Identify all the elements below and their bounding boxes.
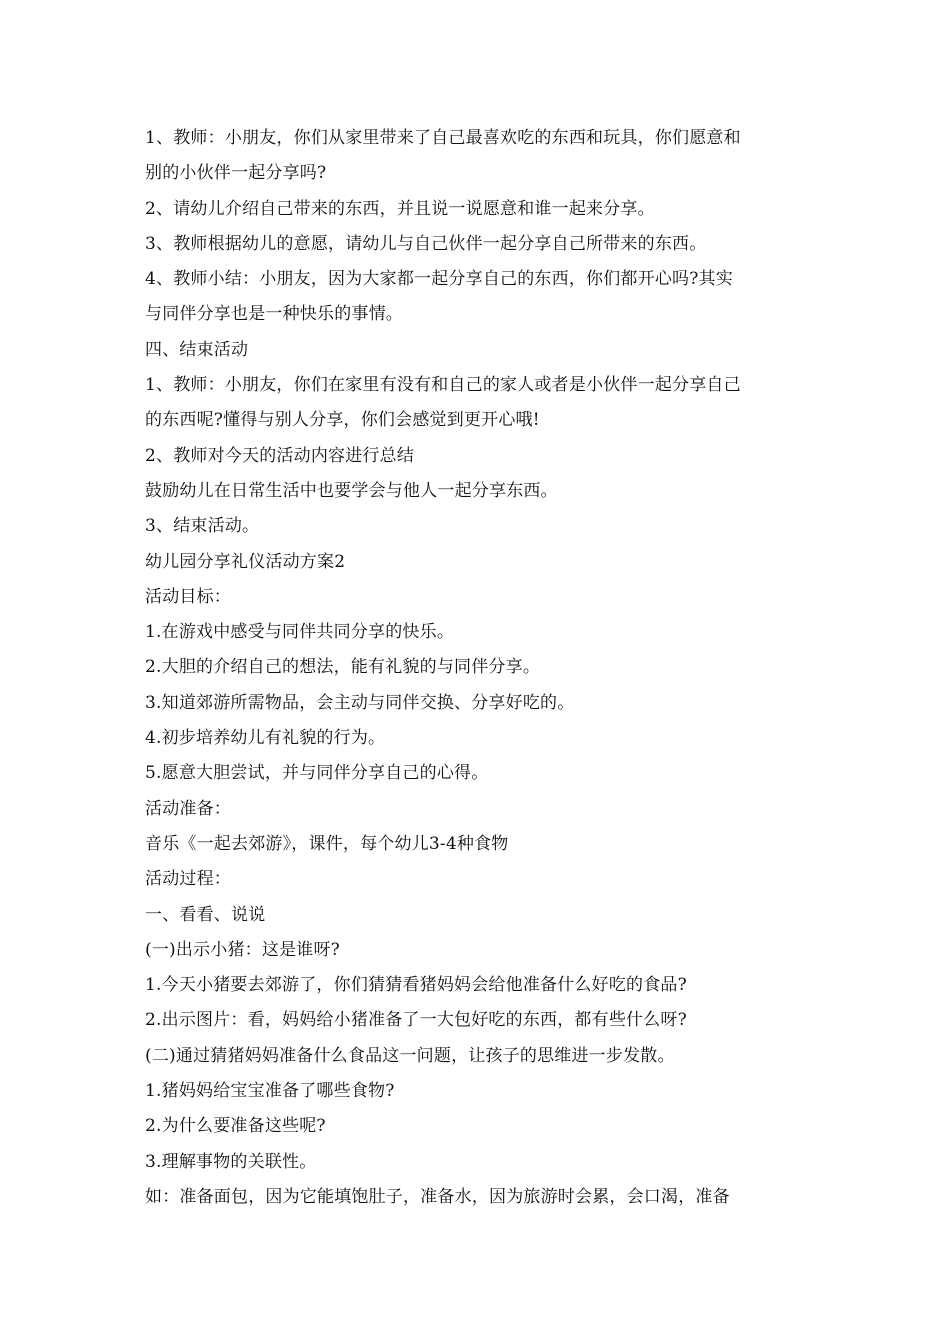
text-line: 鼓励幼儿在日常生活中也要学会与他人一起分享东西。 bbox=[145, 480, 558, 501]
document-page bbox=[145, 121, 810, 1215]
text-line: 3、教师根据幼儿的意愿，请幼儿与自己伙伴一起分享自己所带来的东西。 bbox=[145, 233, 707, 254]
text-line: 1、教师：小朋友，你们在家里有没有和自己的家人或者是小伙伴一起分享自己 bbox=[145, 375, 741, 396]
text-line: 如：准备面包，因为它能填饱肚子，准备水，因为旅游时会累，会口渴，准备 bbox=[145, 1186, 730, 1207]
section-heading: 四、结束活动 bbox=[145, 339, 249, 360]
text-line: 1.猪妈妈给宝宝准备了哪些食物? bbox=[145, 1081, 395, 1102]
text-line: 与同伴分享也是一种快乐的事情。 bbox=[145, 304, 403, 325]
text-line: 3.知道郊游所需物品，会主动与同伴交换、分享好吃的。 bbox=[145, 692, 575, 713]
text-line: 的东西呢?懂得与别人分享，你们会感觉到更开心哦! bbox=[145, 410, 540, 431]
text-line: 4、教师小结：小朋友，因为大家都一起分享自己的东西，你们都开心吗?其实 bbox=[145, 269, 733, 290]
section-heading: 一、看看、说说 bbox=[145, 904, 266, 925]
text-line: 2、教师对今天的活动内容进行总结 bbox=[145, 445, 415, 466]
text-line: (一)出示小猪：这是谁呀? bbox=[145, 939, 340, 960]
text-line: 1、教师：小朋友，你们从家里带来了自己最喜欢吃的东西和玩具，你们愿意和 bbox=[145, 128, 741, 148]
text-line: 2、请幼儿介绍自己带来的东西，并且说一说愿意和谁一起来分享。 bbox=[145, 198, 655, 219]
text-line: 3、结束活动。 bbox=[145, 516, 260, 537]
text-line: 音乐《一起去郊游》，课件，每个幼儿3-4种食物 bbox=[145, 833, 509, 854]
document-section-title: 幼儿园分享礼仪活动方案2 bbox=[145, 551, 346, 572]
section-heading: 活动准备： bbox=[145, 798, 231, 819]
text-line: 1.今天小猪要去郊游了，你们猜猜看猪妈妈会给他准备什么好吃的食品? bbox=[145, 975, 687, 996]
text-line: 2.大胆的介绍自己的想法，能有礼貌的与同伴分享。 bbox=[145, 657, 541, 678]
text-line: 3.理解事物的关联性。 bbox=[145, 1151, 317, 1172]
text-line: (二)通过猜猪妈妈准备什么食品这一问题，让孩子的思维进一步发散。 bbox=[145, 1045, 675, 1066]
section-heading: 活动过程： bbox=[145, 869, 231, 890]
text-line: 别的小伙伴一起分享吗? bbox=[145, 163, 327, 184]
text-line: 5.愿意大胆尝试，并与同伴分享自己的心得。 bbox=[145, 763, 489, 784]
text-line: 1.在游戏中感受与同伴共同分享的快乐。 bbox=[145, 622, 455, 643]
section-heading: 活动目标： bbox=[145, 586, 231, 607]
text-line: 2.为什么要准备这些呢? bbox=[145, 1116, 326, 1137]
text-line: 2.出示图片：看，妈妈给小猪准备了一大包好吃的东西，都有些什么呀? bbox=[145, 1010, 687, 1031]
text-line: 4.初步培养幼儿有礼貌的行为。 bbox=[145, 728, 386, 749]
